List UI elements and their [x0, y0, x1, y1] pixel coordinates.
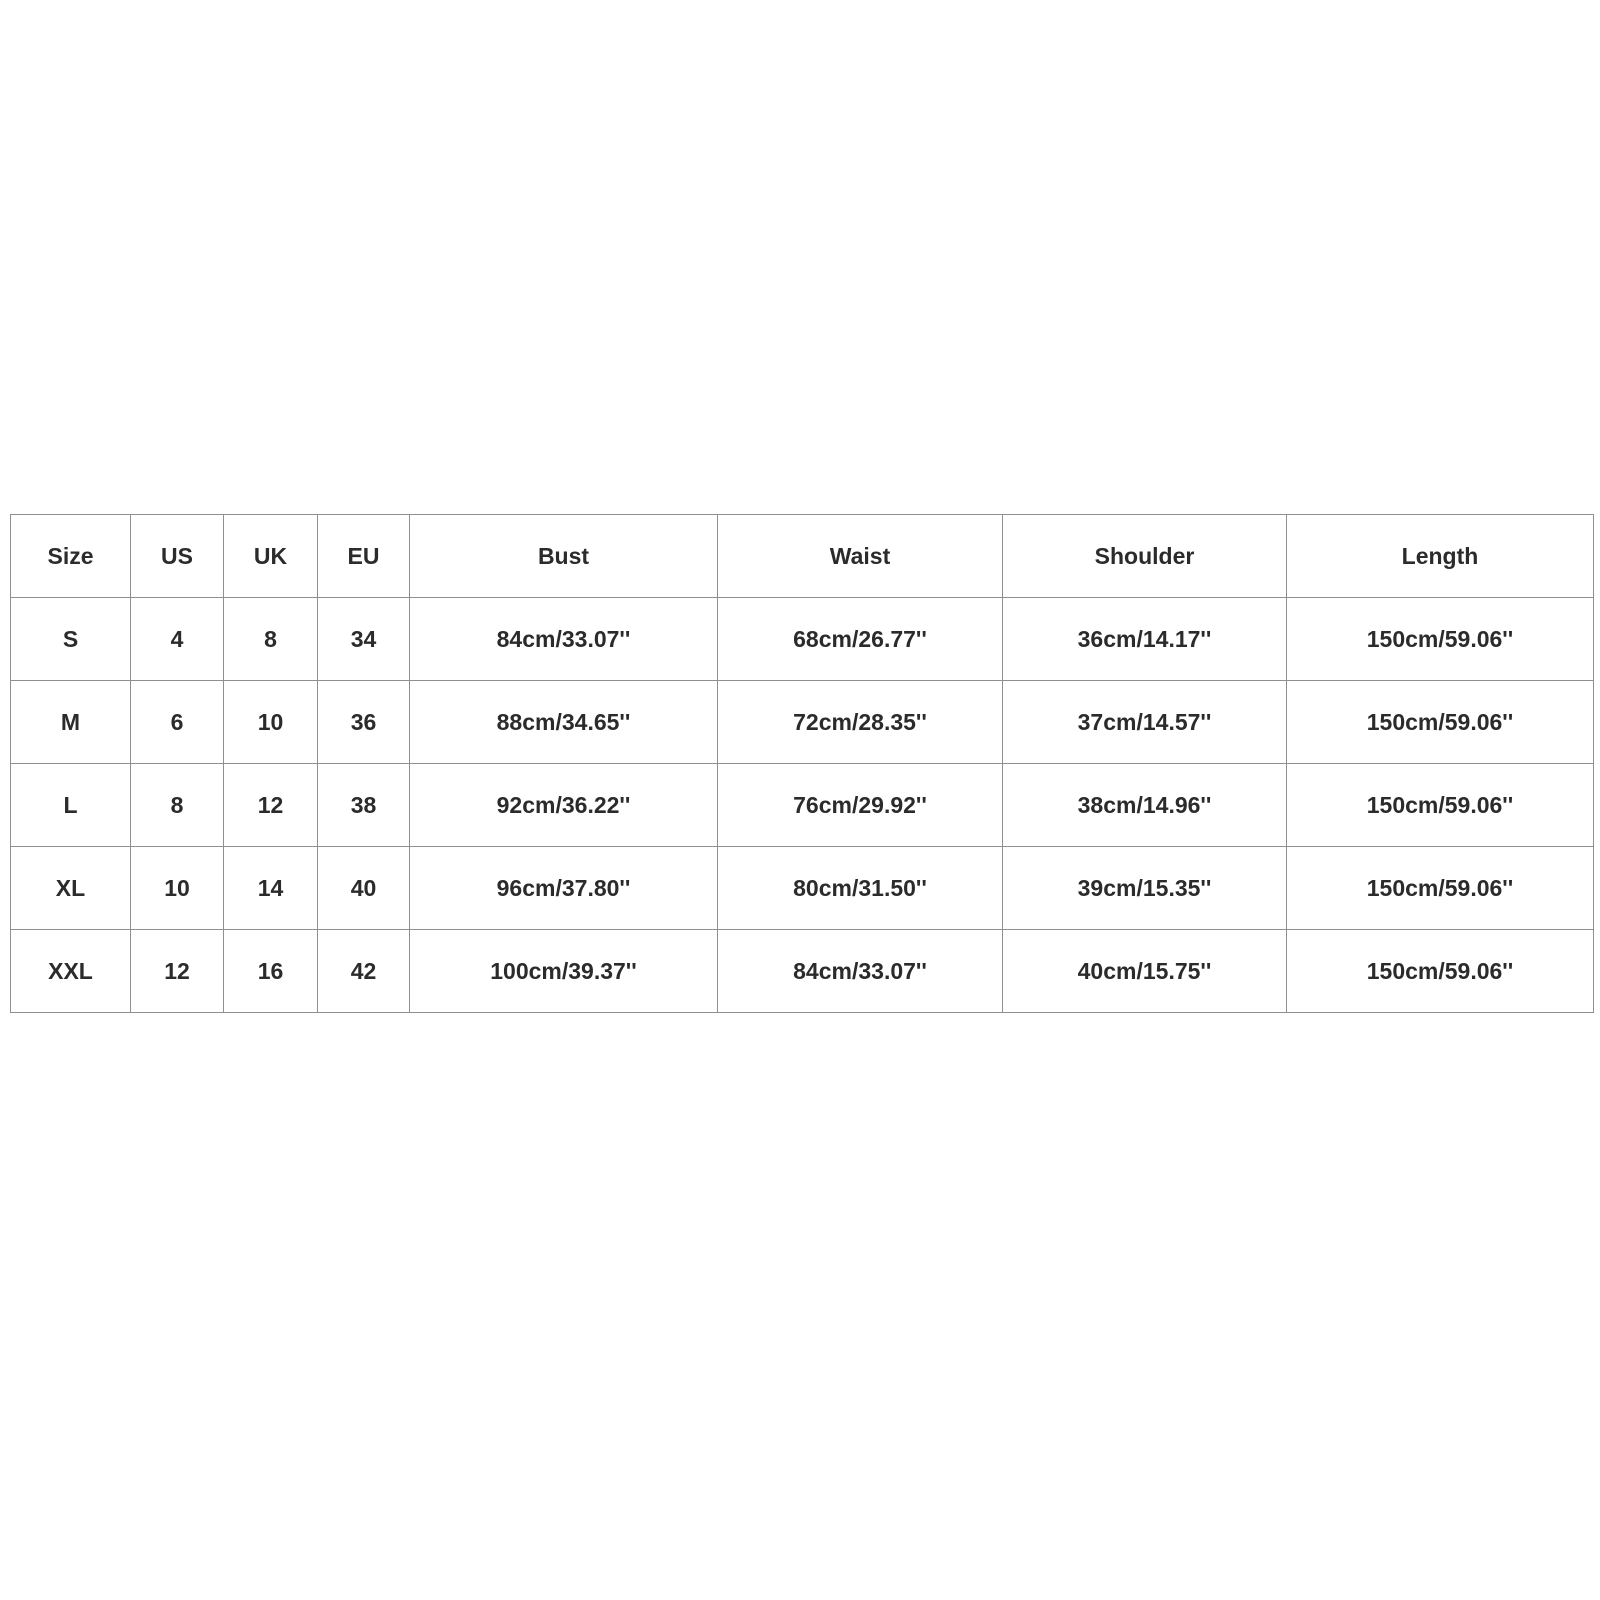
cell-uk: 12	[224, 764, 318, 847]
cell-size: L	[11, 764, 131, 847]
cell-uk: 14	[224, 847, 318, 930]
header-length: Length	[1287, 515, 1594, 598]
header-shoulder: Shoulder	[1003, 515, 1287, 598]
header-bust: Bust	[410, 515, 718, 598]
cell-us: 8	[131, 764, 224, 847]
cell-size: XL	[11, 847, 131, 930]
cell-uk: 10	[224, 681, 318, 764]
cell-eu: 38	[318, 764, 410, 847]
cell-bust: 96cm/37.80''	[410, 847, 718, 930]
table-row	[11, 764, 1594, 847]
cell-waist: 68cm/26.77''	[718, 598, 1003, 681]
cell-waist: 84cm/33.07''	[718, 930, 1003, 1013]
cell-shoulder: 37cm/14.57''	[1003, 681, 1287, 764]
cell-shoulder: 38cm/14.96''	[1003, 764, 1287, 847]
cell-shoulder: 36cm/14.17''	[1003, 598, 1287, 681]
cell-size: XXL	[11, 930, 131, 1013]
cell-eu: 42	[318, 930, 410, 1013]
cell-bust: 88cm/34.65''	[410, 681, 718, 764]
header-eu: EU	[318, 515, 410, 598]
header-size: Size	[11, 515, 131, 598]
header-row	[11, 515, 1594, 598]
table-row	[11, 598, 1594, 681]
table-row	[11, 930, 1594, 1013]
cell-waist: 76cm/29.92''	[718, 764, 1003, 847]
cell-length: 150cm/59.06''	[1287, 764, 1594, 847]
table-row	[11, 847, 1594, 930]
cell-length: 150cm/59.06''	[1287, 681, 1594, 764]
cell-shoulder: 40cm/15.75''	[1003, 930, 1287, 1013]
cell-size: S	[11, 598, 131, 681]
cell-bust: 84cm/33.07''	[410, 598, 718, 681]
cell-us: 10	[131, 847, 224, 930]
cell-us: 12	[131, 930, 224, 1013]
header-uk: UK	[224, 515, 318, 598]
cell-waist: 80cm/31.50''	[718, 847, 1003, 930]
cell-length: 150cm/59.06''	[1287, 598, 1594, 681]
cell-uk: 8	[224, 598, 318, 681]
cell-uk: 16	[224, 930, 318, 1013]
cell-bust: 100cm/39.37''	[410, 930, 718, 1013]
cell-waist: 72cm/28.35''	[718, 681, 1003, 764]
cell-us: 6	[131, 681, 224, 764]
cell-us: 4	[131, 598, 224, 681]
table-row	[11, 681, 1594, 764]
cell-length: 150cm/59.06''	[1287, 930, 1594, 1013]
header-waist: Waist	[718, 515, 1003, 598]
cell-eu: 40	[318, 847, 410, 930]
header-us: US	[131, 515, 224, 598]
size-chart-table	[10, 514, 1594, 1013]
cell-length: 150cm/59.06''	[1287, 847, 1594, 930]
cell-eu: 36	[318, 681, 410, 764]
cell-bust: 92cm/36.22''	[410, 764, 718, 847]
cell-eu: 34	[318, 598, 410, 681]
cell-shoulder: 39cm/15.35''	[1003, 847, 1287, 930]
cell-size: M	[11, 681, 131, 764]
